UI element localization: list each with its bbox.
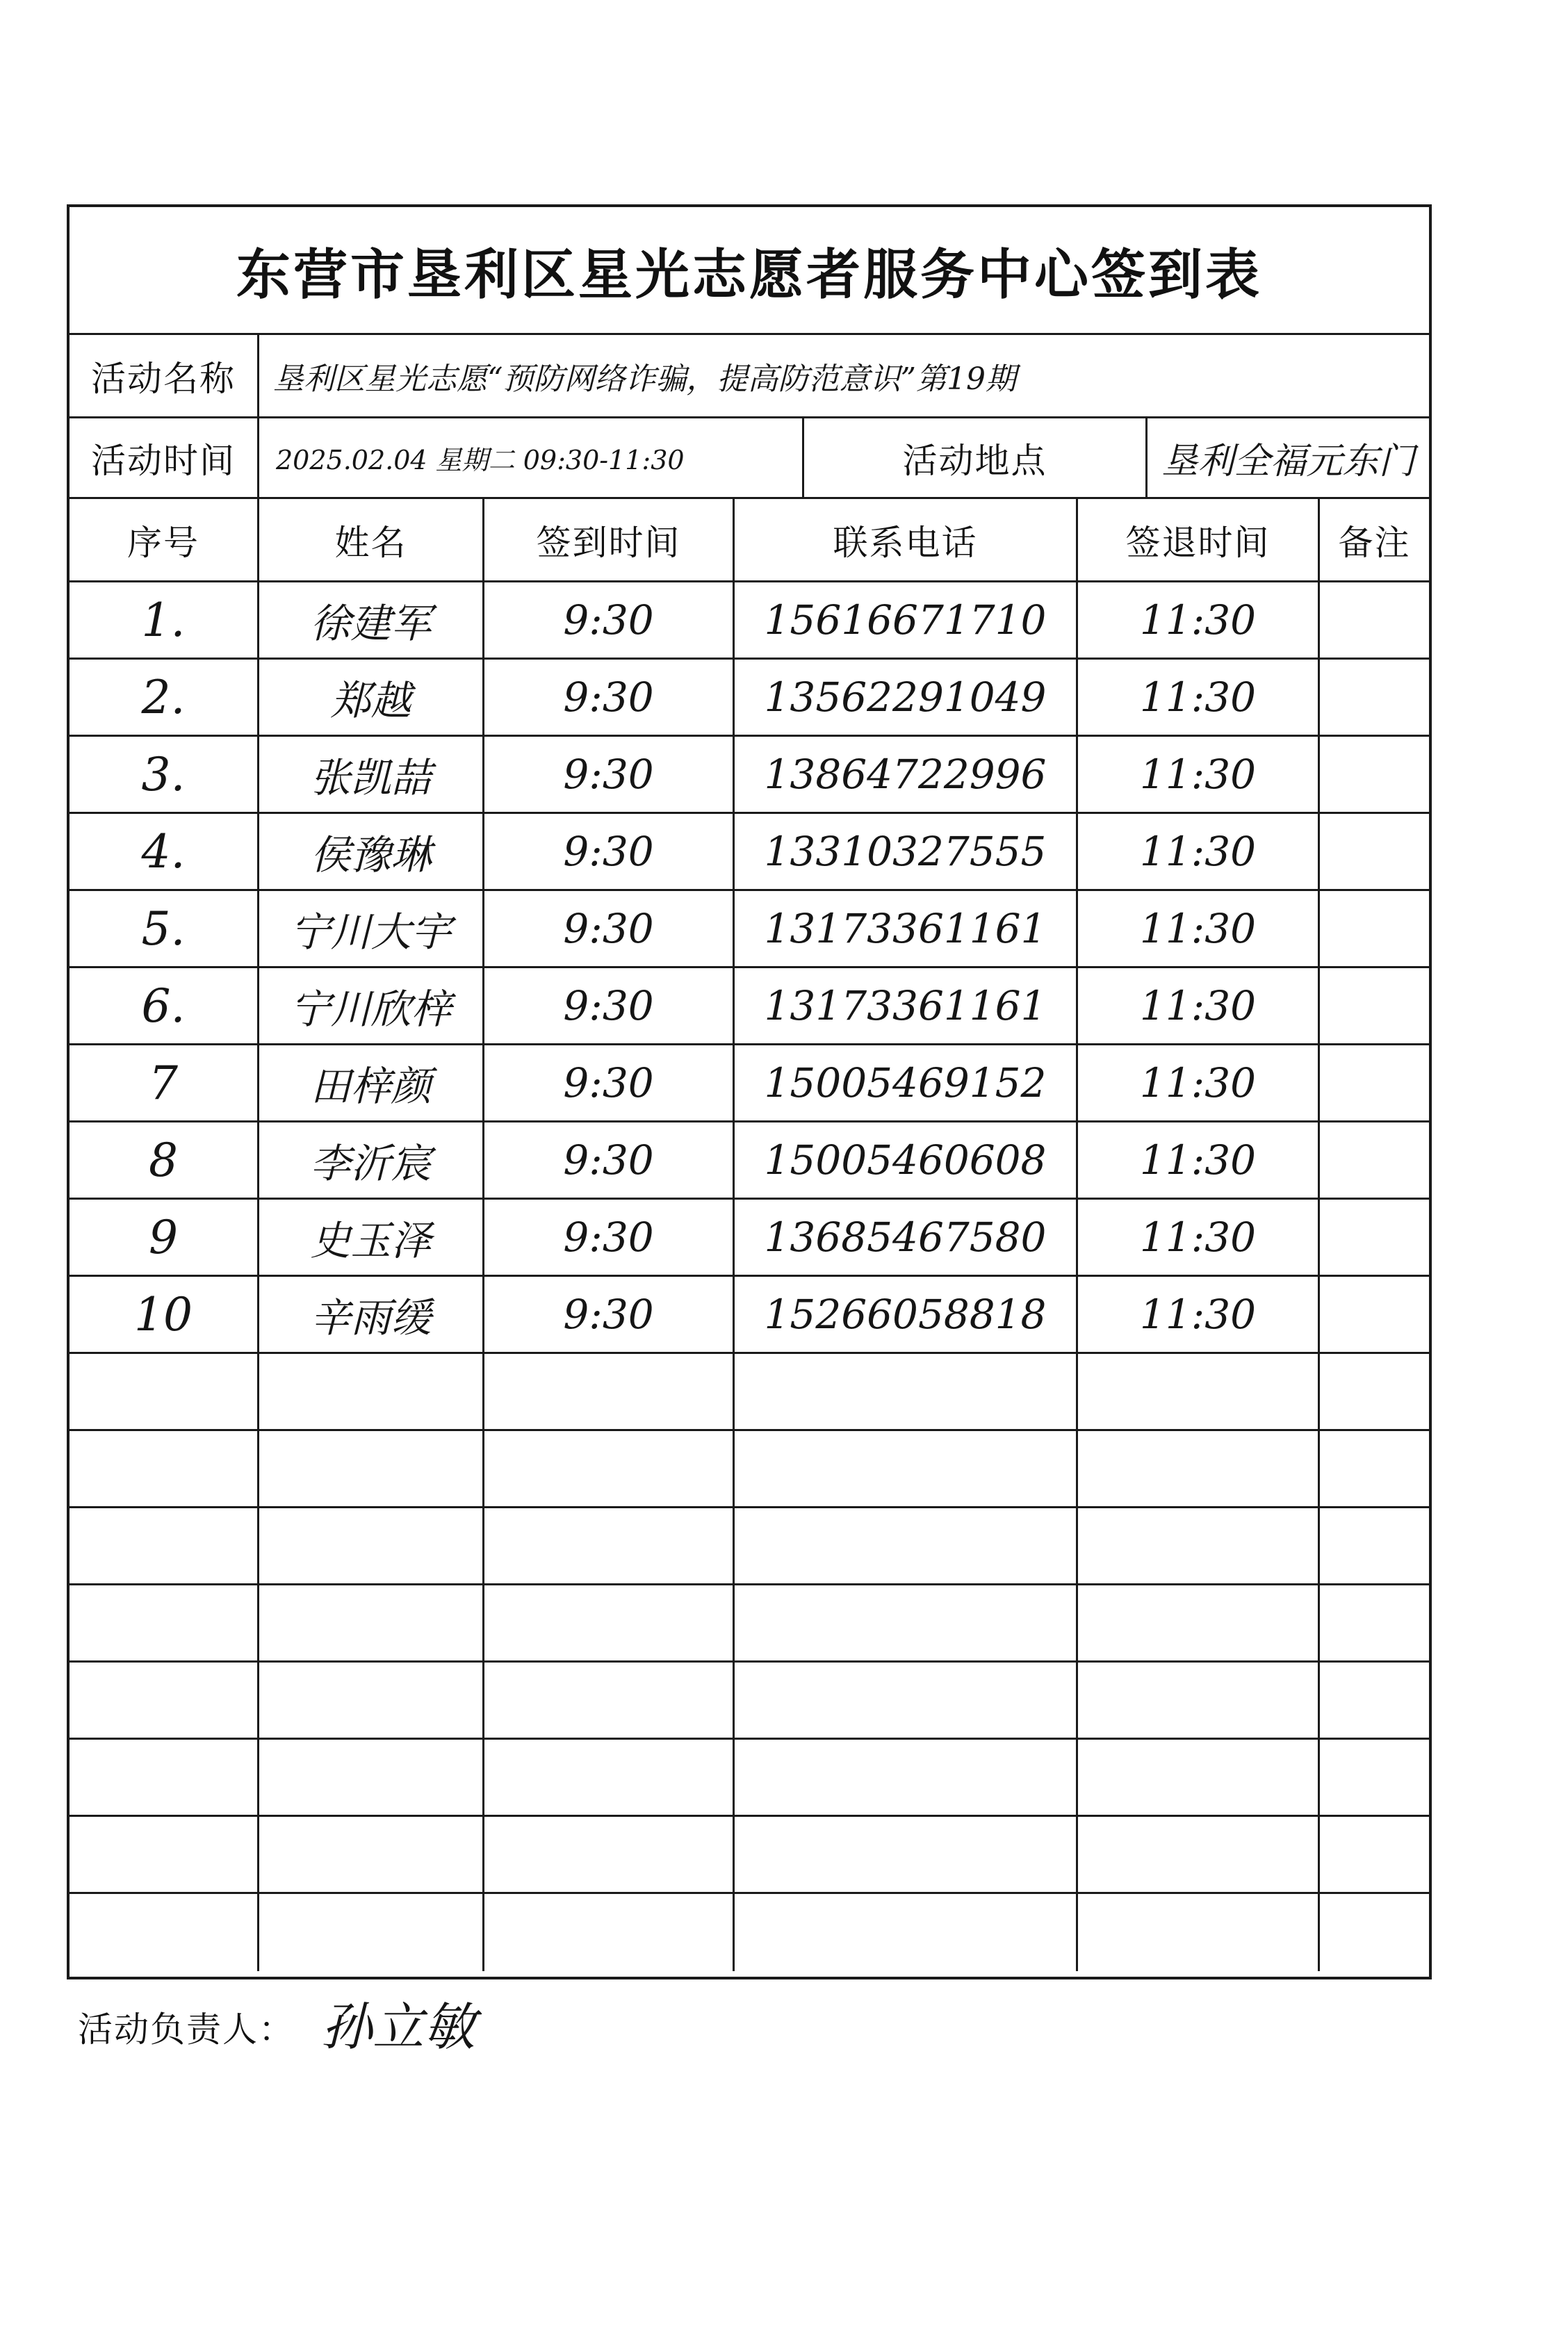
row-sign-in-time: 9:30 xyxy=(482,737,733,812)
row-name xyxy=(257,1585,482,1660)
row-no xyxy=(70,1354,257,1429)
row-sign-out-time xyxy=(1076,1663,1318,1738)
row-no: 7 xyxy=(149,1056,178,1110)
row-sign-in-time: 9:30 xyxy=(482,582,733,658)
row-no: 6. xyxy=(141,979,186,1033)
row-no: 3. xyxy=(141,747,186,801)
activity-time-label: 活动时间 xyxy=(91,440,236,481)
row-no: 2. xyxy=(141,670,186,724)
row-phone xyxy=(733,1817,1076,1892)
column-header-phone: 联系电话 xyxy=(733,499,1076,580)
row-sign-out-time: 11:30 xyxy=(1076,737,1318,812)
row-phone: 13310327555 xyxy=(733,814,1076,889)
row-sign-out-time xyxy=(1076,1585,1318,1660)
activity-time-value: 2025.02.04 星期二 09:30-11:30 xyxy=(257,418,802,497)
row-no xyxy=(70,1508,257,1583)
activity-place-label: 活动地点 xyxy=(802,418,1145,497)
table-row xyxy=(70,1277,1429,1354)
table-row xyxy=(70,1045,1429,1122)
row-name: 辛雨缓 xyxy=(257,1277,482,1352)
row-note xyxy=(1318,1740,1429,1815)
column-header-name: 姓名 xyxy=(257,499,482,580)
row-sign-out-time: 11:30 xyxy=(1076,1045,1318,1120)
table-row xyxy=(70,1431,1429,1508)
row-name xyxy=(257,1663,482,1738)
row-sign-out-time: 11:30 xyxy=(1076,968,1318,1043)
row-note xyxy=(1318,1354,1429,1429)
leader-label: 活动负责人： xyxy=(78,2009,295,2050)
row-phone: 15616671710 xyxy=(733,582,1076,658)
row-phone xyxy=(733,1585,1076,1660)
row-sign-in-time xyxy=(482,1740,733,1815)
table-row xyxy=(70,814,1429,891)
row-note xyxy=(1318,1585,1429,1660)
row-name: 徐建军 xyxy=(257,582,482,658)
row-phone xyxy=(733,1894,1076,1971)
row-note xyxy=(1318,1894,1429,1971)
column-header-sign-in-time: 签到时间 xyxy=(482,499,733,580)
table-row xyxy=(70,1585,1429,1663)
table-row xyxy=(70,1894,1429,1971)
row-sign-out-time: 11:30 xyxy=(1076,814,1318,889)
row-name xyxy=(257,1431,482,1506)
table-row xyxy=(70,1817,1429,1894)
table-row xyxy=(70,737,1429,814)
row-sign-in-time: 9:30 xyxy=(482,660,733,735)
row-sign-out-time: 11:30 xyxy=(1076,660,1318,735)
row-name: 宁川欣梓 xyxy=(257,968,482,1043)
row-no: 4. xyxy=(141,824,186,879)
column-header-no: 序号 xyxy=(127,522,199,563)
table-row xyxy=(70,1200,1429,1277)
row-no: 10 xyxy=(134,1287,193,1341)
row-phone xyxy=(733,1508,1076,1583)
row-no xyxy=(70,1585,257,1660)
column-header-row xyxy=(70,499,1429,582)
activity-name-label: 活动名称 xyxy=(91,358,236,399)
table-row xyxy=(70,1122,1429,1200)
row-phone: 15005469152 xyxy=(733,1045,1076,1120)
row-phone: 15266058818 xyxy=(733,1277,1076,1352)
row-note xyxy=(1318,737,1429,812)
row-note xyxy=(1318,1431,1429,1506)
row-no xyxy=(70,1817,257,1892)
row-note xyxy=(1318,1508,1429,1583)
table-row xyxy=(70,1508,1429,1585)
table-row xyxy=(70,1354,1429,1431)
row-no xyxy=(70,1431,257,1506)
row-sign-in-time: 9:30 xyxy=(482,1277,733,1352)
row-name: 李沂宸 xyxy=(257,1122,482,1198)
table-row xyxy=(70,660,1429,737)
row-name xyxy=(257,1508,482,1583)
row-sign-in-time: 9:30 xyxy=(482,814,733,889)
row-note xyxy=(1318,1663,1429,1738)
row-phone: 13685467580 xyxy=(733,1200,1076,1275)
row-no: 9 xyxy=(149,1210,178,1264)
row-sign-out-time: 11:30 xyxy=(1076,1277,1318,1352)
row-name: 郑越 xyxy=(257,660,482,735)
row-name xyxy=(257,1740,482,1815)
row-note xyxy=(1318,582,1429,658)
row-phone: 13562291049 xyxy=(733,660,1076,735)
table-row xyxy=(70,891,1429,968)
row-sign-in-time xyxy=(482,1663,733,1738)
title-row xyxy=(70,207,1429,335)
row-note xyxy=(1318,1817,1429,1892)
row-note xyxy=(1318,1122,1429,1198)
row-sign-in-time xyxy=(482,1431,733,1506)
row-note xyxy=(1318,1045,1429,1120)
row-sign-in-time xyxy=(482,1354,733,1429)
row-sign-out-time: 11:30 xyxy=(1076,1200,1318,1275)
document-title: 东营市垦利区星光志愿者服务中心签到表 xyxy=(236,243,1262,307)
row-name: 张凯喆 xyxy=(257,737,482,812)
row-note xyxy=(1318,660,1429,735)
row-note xyxy=(1318,968,1429,1043)
row-sign-out-time xyxy=(1076,1354,1318,1429)
row-note xyxy=(1318,891,1429,966)
activity-name-value: 垦利区星光志愿“预防网络诈骗，提高防范意识”第19期 xyxy=(257,335,1429,416)
row-sign-in-time: 9:30 xyxy=(482,1122,733,1198)
row-sign-in-time: 9:30 xyxy=(482,968,733,1043)
row-name xyxy=(257,1817,482,1892)
row-phone: 15005460608 xyxy=(733,1122,1076,1198)
column-header-sign-out-time: 签退时间 xyxy=(1076,499,1318,580)
row-name xyxy=(257,1894,482,1971)
row-no xyxy=(70,1740,257,1815)
row-sign-out-time: 11:30 xyxy=(1076,582,1318,658)
row-phone: 13173361161 xyxy=(733,891,1076,966)
row-no xyxy=(70,1663,257,1738)
table-row xyxy=(70,1740,1429,1817)
row-name xyxy=(257,1354,482,1429)
row-phone: 13864722996 xyxy=(733,737,1076,812)
row-sign-in-time xyxy=(482,1894,733,1971)
activity-place-value: 垦利全福元东门 xyxy=(1145,418,1429,497)
activity-time-row xyxy=(70,418,1429,499)
leader-signature: 孙立敏 xyxy=(321,1998,475,2057)
row-phone xyxy=(733,1663,1076,1738)
row-sign-out-time xyxy=(1076,1894,1318,1971)
row-sign-in-time: 9:30 xyxy=(482,891,733,966)
row-sign-out-time xyxy=(1076,1431,1318,1506)
row-note xyxy=(1318,814,1429,889)
activity-name-row xyxy=(70,335,1429,418)
row-no: 8 xyxy=(149,1133,178,1187)
row-name: 史玉泽 xyxy=(257,1200,482,1275)
row-phone: 13173361161 xyxy=(733,968,1076,1043)
row-phone xyxy=(733,1431,1076,1506)
row-name: 宁川大宇 xyxy=(257,891,482,966)
row-sign-out-time: 11:30 xyxy=(1076,891,1318,966)
table-row xyxy=(70,582,1429,660)
row-sign-in-time xyxy=(482,1508,733,1583)
row-note xyxy=(1318,1200,1429,1275)
row-note xyxy=(1318,1277,1429,1352)
row-name: 侯豫琳 xyxy=(257,814,482,889)
row-no xyxy=(70,1894,257,1971)
row-sign-out-time: 11:30 xyxy=(1076,1122,1318,1198)
row-sign-in-time xyxy=(482,1817,733,1892)
column-header-note: 备注 xyxy=(1318,499,1429,580)
table-row xyxy=(70,1663,1429,1740)
row-no: 5. xyxy=(141,901,186,956)
table-row xyxy=(70,968,1429,1045)
row-name: 田梓颜 xyxy=(257,1045,482,1120)
sign-in-sheet xyxy=(67,204,1432,1979)
row-sign-out-time xyxy=(1076,1817,1318,1892)
row-sign-in-time: 9:30 xyxy=(482,1045,733,1120)
row-phone xyxy=(733,1740,1076,1815)
row-no: 1. xyxy=(141,593,186,647)
row-sign-in-time xyxy=(482,1585,733,1660)
row-sign-in-time: 9:30 xyxy=(482,1200,733,1275)
row-phone xyxy=(733,1354,1076,1429)
row-sign-out-time xyxy=(1076,1740,1318,1815)
row-sign-out-time xyxy=(1076,1508,1318,1583)
